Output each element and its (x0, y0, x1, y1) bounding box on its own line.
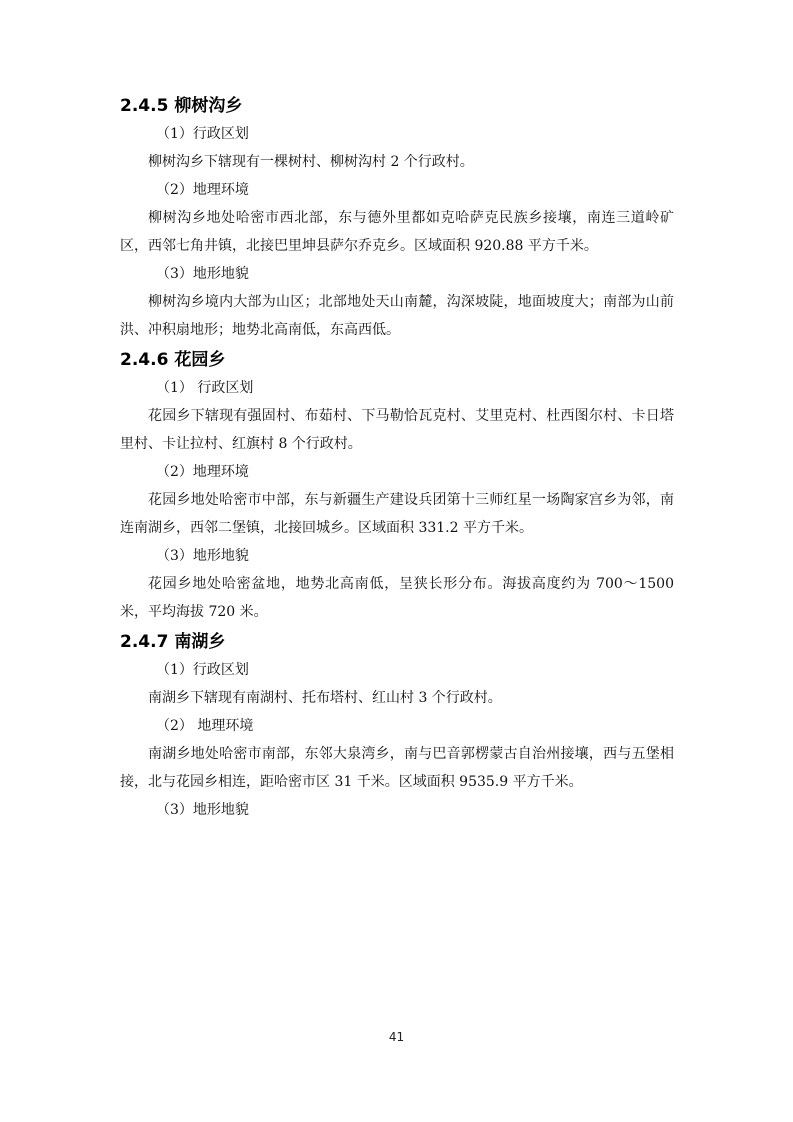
subheading-admin-division: （1）行政区划 (156, 662, 249, 678)
section-heading-huayuan: 2.4.6 花园乡 (120, 350, 226, 370)
subheading-terrain: （3）地形地貌 (156, 548, 249, 564)
section-heading-liushugou: 2.4.5 柳树沟乡 (120, 96, 243, 116)
subheading-terrain: （3）地形地貌 (156, 266, 249, 282)
section-heading-nanhu: 2.4.7 南湖乡 (120, 632, 226, 652)
page-content (120, 92, 674, 824)
subheading-terrain: （3）地形地貌 (156, 802, 249, 818)
page-number: 41 (388, 1030, 405, 1044)
paragraph-terrain: 柳树沟乡境内大部为山区；北部地处天山南麓，沟深坡陡，地面坡度大；南部为山前洪、冲积扇地形；地势北高南低，东高西低。 (120, 294, 674, 338)
paragraph-geography: 柳树沟乡地处哈密市西北部，东与德外里都如克哈萨克民族乡接壤，南连三道岭矿区，西邻七角井镇，北接巴里坤县萨尔乔克乡。区域面积 920.88 平方千米。 (120, 210, 674, 254)
paragraph-terrain: 花园乡地处哈密盆地，地势北高南低，呈狭长形分布。海拔高度约为 700～1500 米，平均海拔 720 米。 (120, 576, 674, 620)
paragraph-admin-division: 柳树沟乡下辖现有一棵树村、柳树沟村 2 个行政村。 (148, 154, 474, 170)
paragraph-geography: 花园乡地处哈密市中部，东与新疆生产建设兵团第十三师红星一场陶家宫乡为邻，南连南湖乡，西邻二堡镇，北接回城乡。区域面积 331.2 平方千米。 (120, 492, 674, 536)
subheading-admin-division: （1） 行政区划 (156, 380, 254, 396)
subheading-geography: （2） 地理环境 (156, 718, 254, 734)
paragraph-geography: 南湖乡地处哈密市南部，东邻大泉湾乡，南与巴音郭楞蒙古自治州接壤，西与五堡相接，北与花园乡相连，距哈密市区 31 千米。区域面积 9535.9 平方千米。 (120, 746, 674, 790)
paragraph-admin-division: 南湖乡下辖现有南湖村、托布塔村、红山村 3 个行政村。 (148, 690, 502, 706)
subheading-admin-division: （1）行政区划 (156, 126, 249, 142)
subheading-geography: （2）地理环境 (156, 464, 249, 480)
paragraph-admin-division: 花园乡下辖现有强固村、布茹村、下马勒恰瓦克村、艾里克村、杜西图尔村、卡日塔里村、卡让拉村、红旗村 8 个行政村。 (120, 408, 674, 452)
subheading-geography: （2）地理环境 (156, 182, 249, 198)
